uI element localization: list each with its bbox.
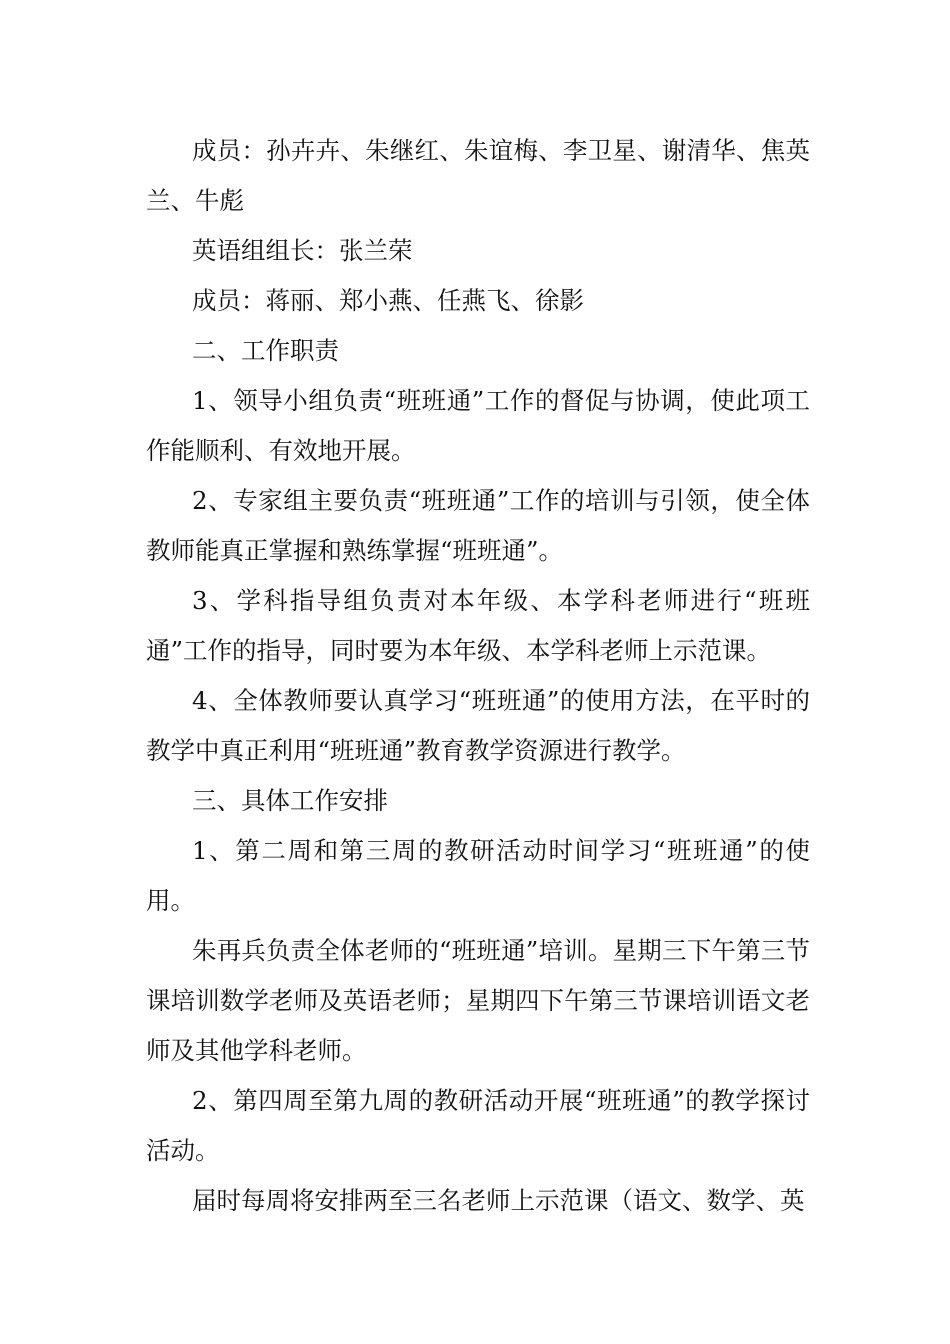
paragraph-training-schedule: 朱再兵负责全体老师的“班班通”培训。星期三下午第三节课培训数学老师及英语老师；星期四下午第三节课培训语文老师及其他学科老师。 (146, 936, 810, 1065)
heading-work-arrangement: 三、具体工作安排 (192, 786, 388, 815)
paragraph-english-leader: 英语组组长：张兰荣 (192, 236, 413, 265)
document-body (146, 126, 810, 1226)
paragraph-members-english: 成员：蒋丽、郑小燕、任燕飞、徐影 (192, 286, 584, 315)
paragraph-duty-4: 4、全体教师要认真学习“班班通”的使用方法，在平时的教学中真正利用“班班通”教育教学资源进行教学。 (146, 686, 810, 765)
paragraph-arrangement-1: 1、第二周和第三周的教研活动时间学习“班班通”的使用。 (146, 836, 810, 915)
paragraph-demo-lessons: 届时每周将安排两至三名老师上示范课（语文、数学、英 (192, 1186, 805, 1215)
paragraph-members-math: 成员：孙卉卉、朱继红、朱谊梅、李卫星、谢清华、焦英兰、牛彪 (146, 136, 810, 215)
paragraph-duty-3: 3、学科指导组负责对本年级、本学科老师进行“班班通”工作的指导，同时要为本年级、本学科老师上示范课。 (146, 586, 810, 665)
heading-work-duties: 二、工作职责 (192, 336, 339, 365)
paragraph-duty-2: 2、专家组主要负责“班班通”工作的培训与引领，使全体教师能真正掌握和熟练掌握“班班通”。 (146, 486, 810, 565)
paragraph-duty-1: 1、领导小组负责“班班通”工作的督促与协调，使此项工作能顺利、有效地开展。 (146, 386, 810, 465)
paragraph-arrangement-2: 2、第四周至第九周的教研活动开展“班班通”的教学探讨活动。 (146, 1086, 810, 1165)
